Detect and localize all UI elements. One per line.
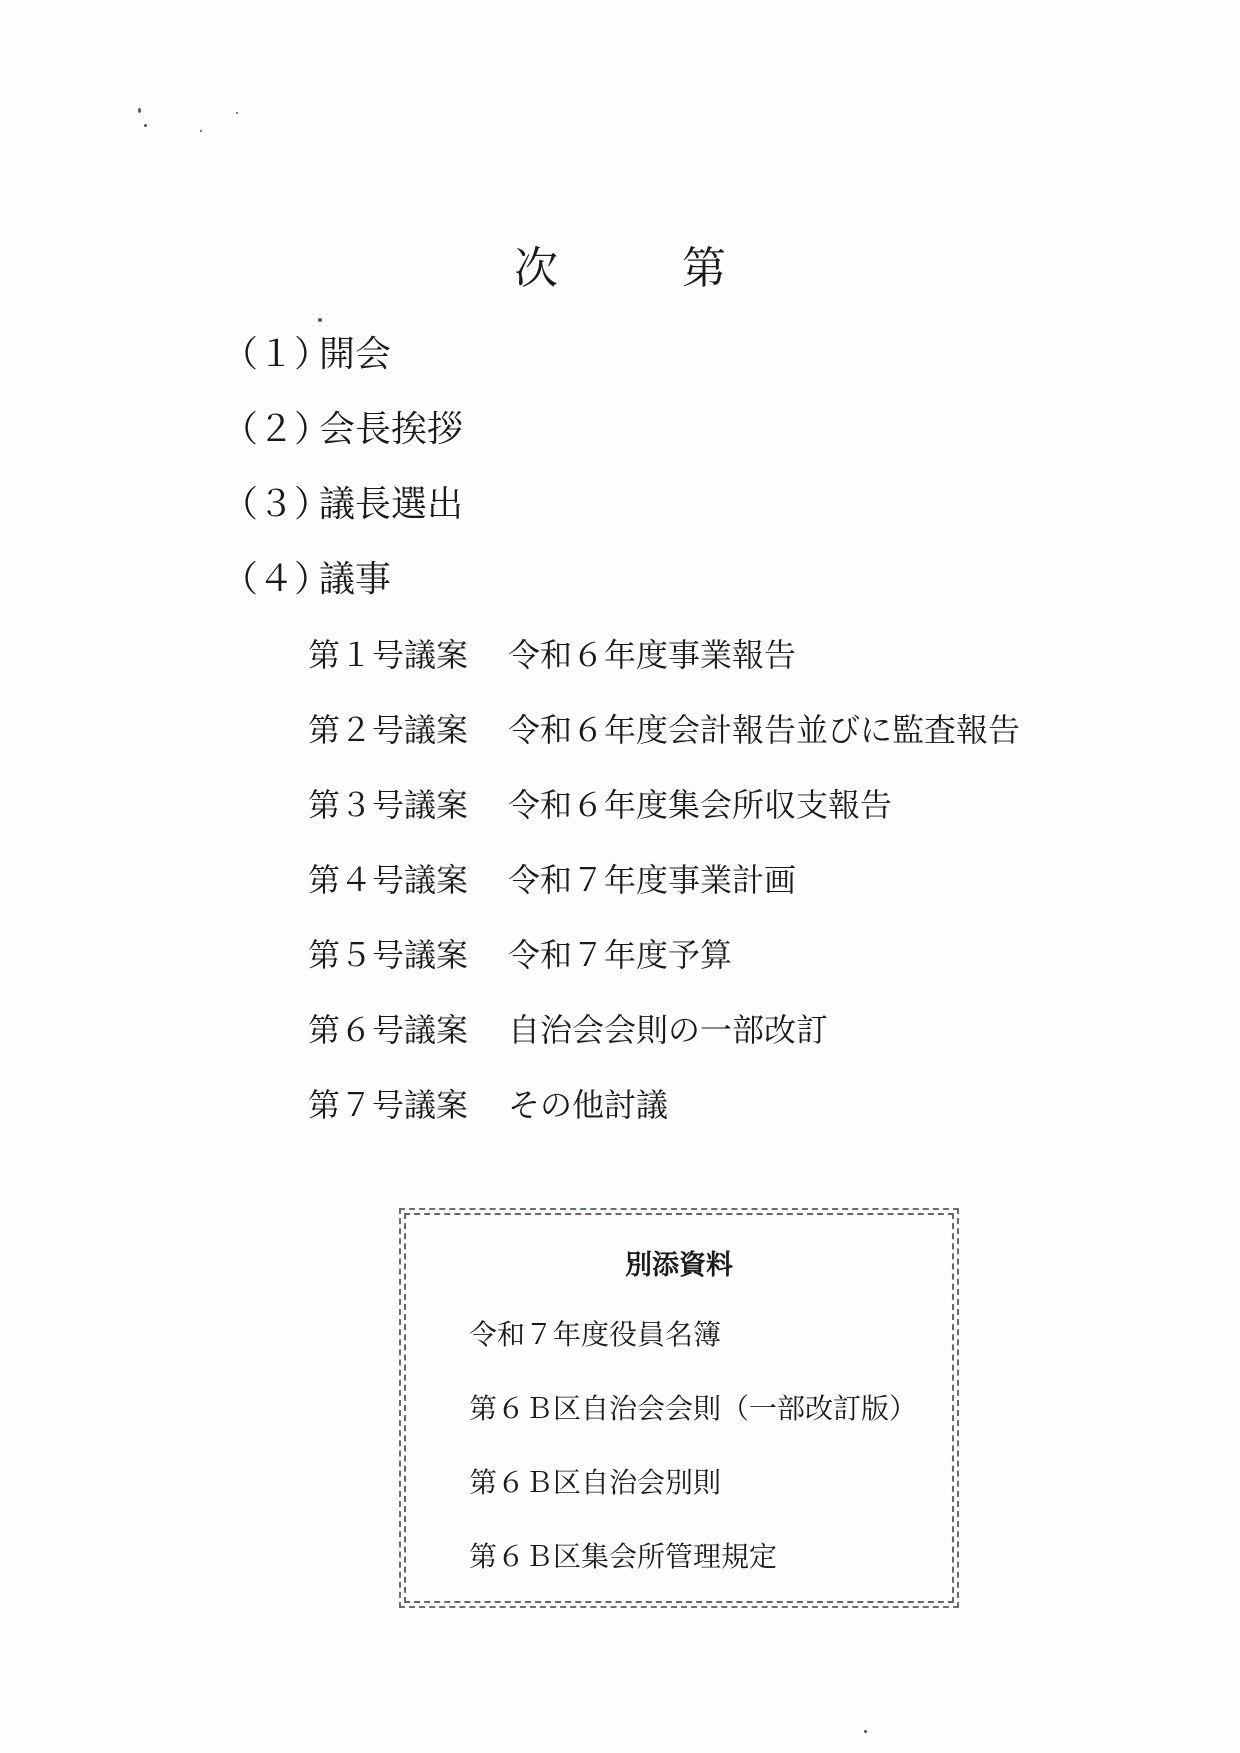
proposal-item <box>308 930 1020 1005</box>
agenda-item <box>222 401 463 476</box>
proposal-number: 第３号議案 <box>308 786 469 824</box>
proposal-number: 第２号議案 <box>308 711 469 749</box>
scan-speck <box>864 1730 867 1733</box>
agenda-number: （１） <box>222 334 331 375</box>
agenda-label: 会長挨拶 <box>319 409 464 450</box>
proposal-number: 第５号議案 <box>308 936 469 974</box>
proposal-list <box>308 630 1020 1155</box>
proposal-label: 令和６年度事業報告 <box>508 636 797 674</box>
scan-speck <box>138 108 141 113</box>
proposal-label: その他討議 <box>508 1086 669 1124</box>
scan-speck <box>236 112 238 114</box>
proposal-label: 令和６年度集会所収支報告 <box>508 786 893 824</box>
scan-speck <box>200 130 202 132</box>
attachment-item: 第６Ｂ区集会所管理規定 <box>469 1540 778 1573</box>
agenda-number: （３） <box>222 484 331 525</box>
proposal-item <box>308 1005 1020 1080</box>
agenda-list <box>222 326 463 626</box>
proposal-item <box>308 780 1020 855</box>
scan-speck <box>144 124 147 127</box>
proposal-label: 令和７年度予算 <box>508 936 733 974</box>
proposal-label: 自治会会則の一部改訂 <box>508 1011 829 1049</box>
proposal-item <box>308 630 1020 705</box>
proposal-number: 第１号議案 <box>308 636 469 674</box>
proposal-item <box>308 705 1020 780</box>
attachment-item: 第６Ｂ区自治会会則（一部改訂版） <box>469 1392 918 1425</box>
attachment-item: 令和７年度役員名簿 <box>469 1318 722 1351</box>
scan-speck <box>318 318 322 322</box>
page-title: 次 第 <box>514 243 766 294</box>
proposal-item <box>308 1080 1020 1155</box>
attachments-title: 別添資料 <box>625 1250 733 1281</box>
attachments-list <box>469 1313 917 1609</box>
agenda-label: 開会 <box>319 334 392 375</box>
agenda-item <box>222 476 463 551</box>
proposal-number: 第４号議案 <box>308 861 469 899</box>
attachments-box <box>404 1213 954 1603</box>
agenda-number: （４） <box>222 559 331 600</box>
proposal-label: 令和７年度事業計画 <box>508 861 797 899</box>
proposal-number: 第７号議案 <box>308 1086 469 1124</box>
proposal-number: 第６号議案 <box>308 1011 469 1049</box>
agenda-item <box>222 326 463 401</box>
attachment-item: 第６Ｂ区自治会別則 <box>469 1466 722 1499</box>
agenda-number: （２） <box>222 409 331 450</box>
proposal-label: 令和６年度会計報告並びに監査報告 <box>508 711 1021 749</box>
agenda-label: 議事 <box>319 559 392 600</box>
proposal-item <box>308 855 1020 930</box>
agenda-label: 議長選出 <box>319 484 464 525</box>
agenda-item <box>222 551 463 626</box>
